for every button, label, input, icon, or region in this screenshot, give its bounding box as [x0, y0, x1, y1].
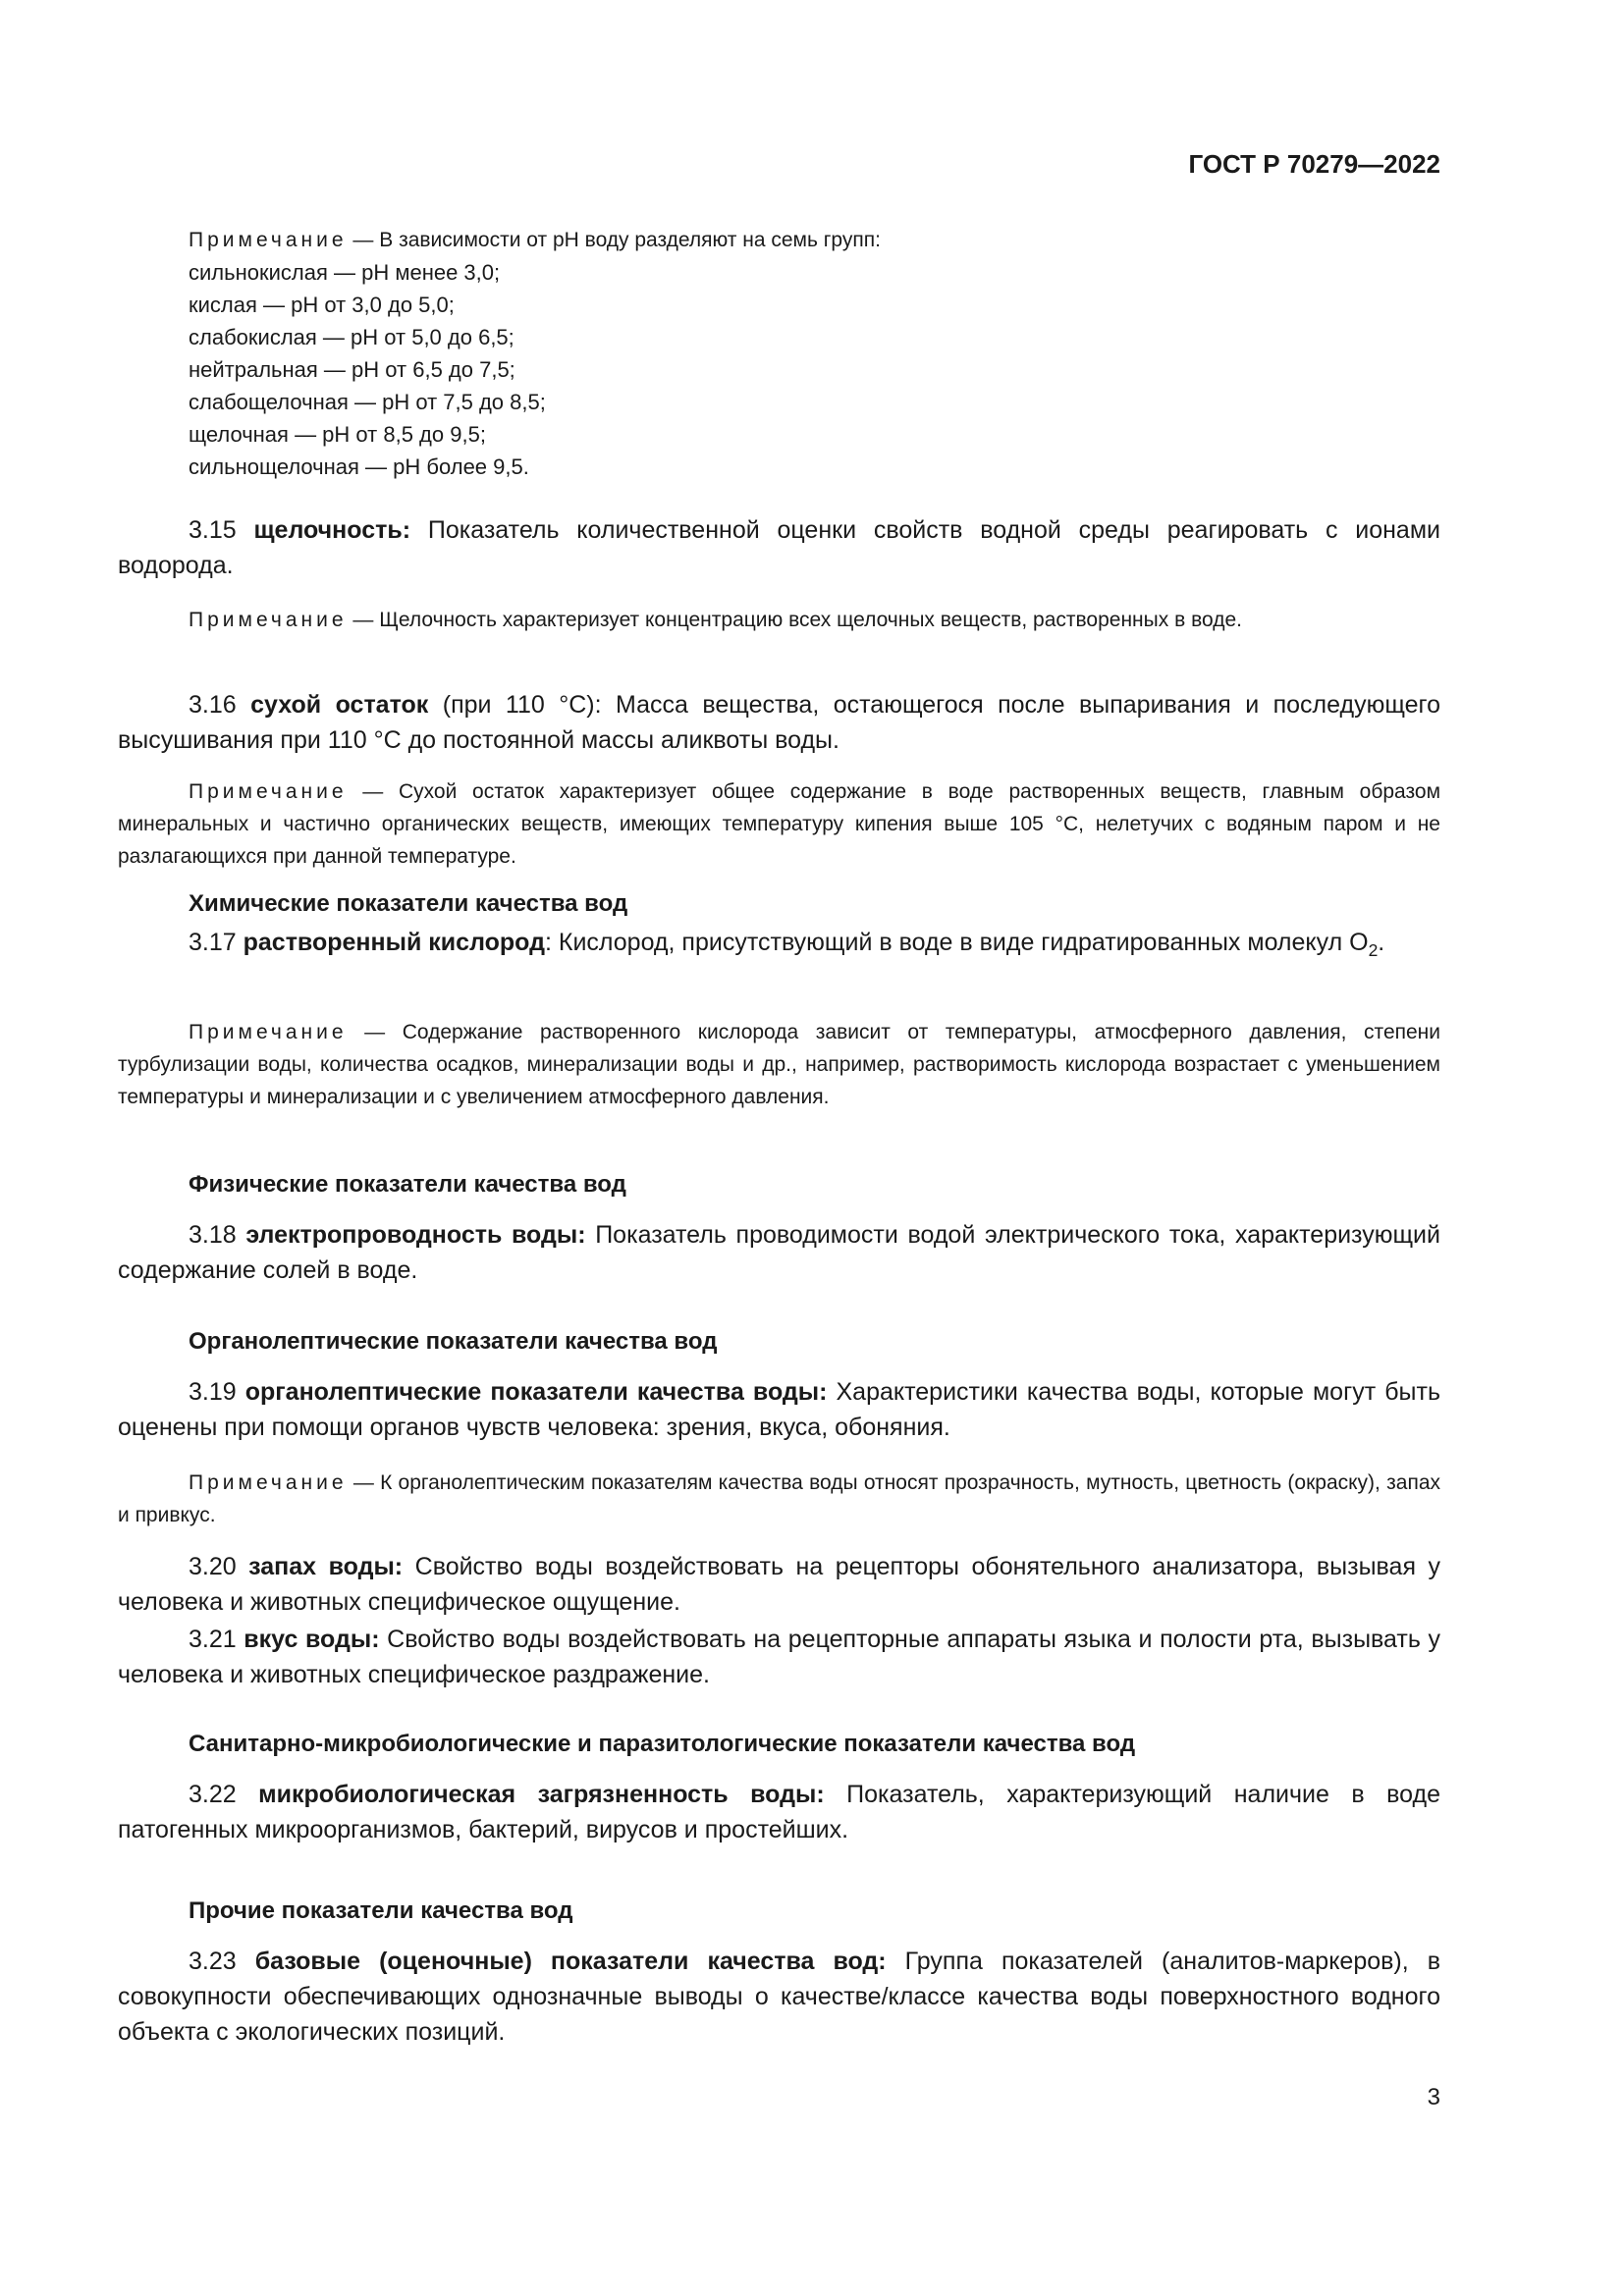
term-number: 3.22	[189, 1781, 259, 1808]
document-id-header: ГОСТ Р 70279—2022	[1188, 149, 1440, 179]
term-3-20	[118, 1549, 1440, 1620]
page-number: 3	[1427, 2084, 1440, 2110]
list-item: сильнощелочная — pH более 9,5.	[189, 454, 529, 479]
term-number: 3.18	[189, 1221, 246, 1249]
term-number: 3.15	[189, 516, 254, 544]
term-3-22	[118, 1777, 1440, 1847]
ph-group-list	[118, 256, 1440, 483]
note-text: — Щелочность характеризует концентрацию всех щелочных веществ, растворенных в воде.	[347, 609, 1242, 631]
list-item: сильнокислая — pH менее 3,0;	[189, 260, 501, 285]
heading-physical: Физические показатели качества вод	[189, 1171, 626, 1198]
term-end: .	[1378, 929, 1385, 956]
term-definition: : Кислород, присутствующий в воде в виде гидратированных молекул O	[544, 929, 1369, 956]
term-number: 3.16	[189, 691, 251, 719]
term-3-19	[118, 1374, 1440, 1445]
term-title: вкус воды:	[244, 1626, 380, 1653]
term-title: растворенный кислород	[243, 929, 545, 956]
note-text: — Содержание растворенного кислорода зависит от температуры, атмосферного давления, степени турбулизации воды, количества осадков, минерализации воды и др., например, растворимость кислорода возрастает с уменьшением температуры и минерализации и с увеличением атмосферного давления.	[118, 1021, 1440, 1108]
subscript: 2	[1368, 940, 1379, 960]
term-number: 3.17	[189, 929, 244, 956]
term-3-21	[118, 1622, 1440, 1692]
note-label: Примечание	[189, 1021, 348, 1043]
term-definition: Показатель, характеризующий наличие в воде патогенных микроорганизмов, бактерий, вирусов и простейших.	[118, 1781, 1441, 1843]
term-definition: Свойство воды воздействовать на рецепторы обонятельного анализатора, вызывая у человека и животных специфическое ощущение.	[118, 1553, 1440, 1616]
list-item: щелочная — pH от 8,5 до 9,5;	[189, 422, 486, 447]
term-title: щелочность:	[253, 516, 411, 544]
list-item: слабокислая — pH от 5,0 до 6,5;	[189, 325, 514, 349]
term-number: 3.20	[189, 1553, 249, 1580]
term-number: 3.21	[189, 1626, 244, 1653]
term-3-17	[118, 925, 1440, 960]
note-label: Примечание	[189, 1471, 348, 1494]
list-item: кислая — pH от 3,0 до 5,0;	[189, 293, 455, 317]
note-text: — Сухой остаток характеризует общее содержание в воде растворенных веществ, главным образом минеральных и частично органических веществ, имеющих температуру кипения выше 105 °C, нелетучих с водяным паром и не разлагающихся при данной температуре.	[118, 780, 1440, 868]
note-3-16	[118, 775, 1440, 873]
note-label: Примечание	[189, 609, 348, 631]
note-intro: — В зависимости от pH воду разделяют на семь групп:	[347, 229, 881, 251]
ph-note	[118, 224, 1440, 483]
note-label: Примечание	[189, 780, 348, 803]
term-title: электропроводность воды:	[245, 1221, 586, 1249]
term-title: сухой остаток	[250, 691, 429, 719]
term-3-23	[118, 1944, 1440, 2050]
note-text: — К органолептическим показателям качества воды относят прозрачность, мутность, цветность (окраску), запах и привкус.	[118, 1471, 1440, 1526]
term-definition: Показатель проводимости водой электрического тока, характеризующий содержание солей в воде.	[118, 1221, 1440, 1284]
term-title: запах воды:	[248, 1553, 404, 1580]
term-qualifier: (при 110 °C):	[428, 691, 602, 719]
heading-sanitary: Санитарно-микробиологические и паразитологические показатели качества вод	[189, 1731, 1136, 1757]
note-label: Примечание	[189, 229, 348, 251]
term-title: базовые (оценочные) показатели качества вод:	[254, 1948, 887, 1975]
term-definition: Показатель количественной оценки свойств водной среды реагировать с ионами водорода.	[118, 516, 1440, 579]
term-3-16	[118, 687, 1440, 758]
note-3-19	[118, 1467, 1440, 1531]
term-definition: Группа показателей (аналитов-маркеров), в совокупности обеспечивающих однозначные выводы о качестве/классе качества воды поверхностного водного объекта с экологических позиций.	[118, 1948, 1441, 2046]
heading-organoleptic: Органолептические показатели качества вод	[189, 1328, 718, 1355]
term-number: 3.23	[189, 1948, 255, 1975]
heading-other: Прочие показатели качества вод	[189, 1897, 573, 1924]
note-3-17	[118, 1016, 1440, 1113]
term-title: микробиологическая загрязненность воды:	[258, 1781, 825, 1808]
term-3-15	[118, 512, 1440, 583]
term-definition: Свойство воды воздействовать на рецепторные аппараты языка и полости рта, вызывать у человека и животных специфическое раздражение.	[118, 1626, 1440, 1688]
list-item: слабощелочная — pH от 7,5 до 8,5;	[189, 390, 546, 414]
term-3-18	[118, 1217, 1440, 1288]
term-number: 3.19	[189, 1378, 245, 1406]
term-title: органолептические показатели качества воды:	[244, 1378, 828, 1406]
note-3-15	[118, 604, 1440, 636]
list-item: нейтральная — pH от 6,5 до 7,5;	[189, 357, 515, 382]
heading-chemical: Химические показатели качества вод	[189, 890, 628, 917]
term-definition: Масса вещества, остающегося после выпаривания и последующего высушивания при 110 °C до постоянной массы аликвоты воды.	[118, 691, 1441, 754]
term-definition: Характеристики качества воды, которые могут быть оценены при помощи органов чувств человека: зрения, вкуса, обоняния.	[118, 1378, 1440, 1441]
